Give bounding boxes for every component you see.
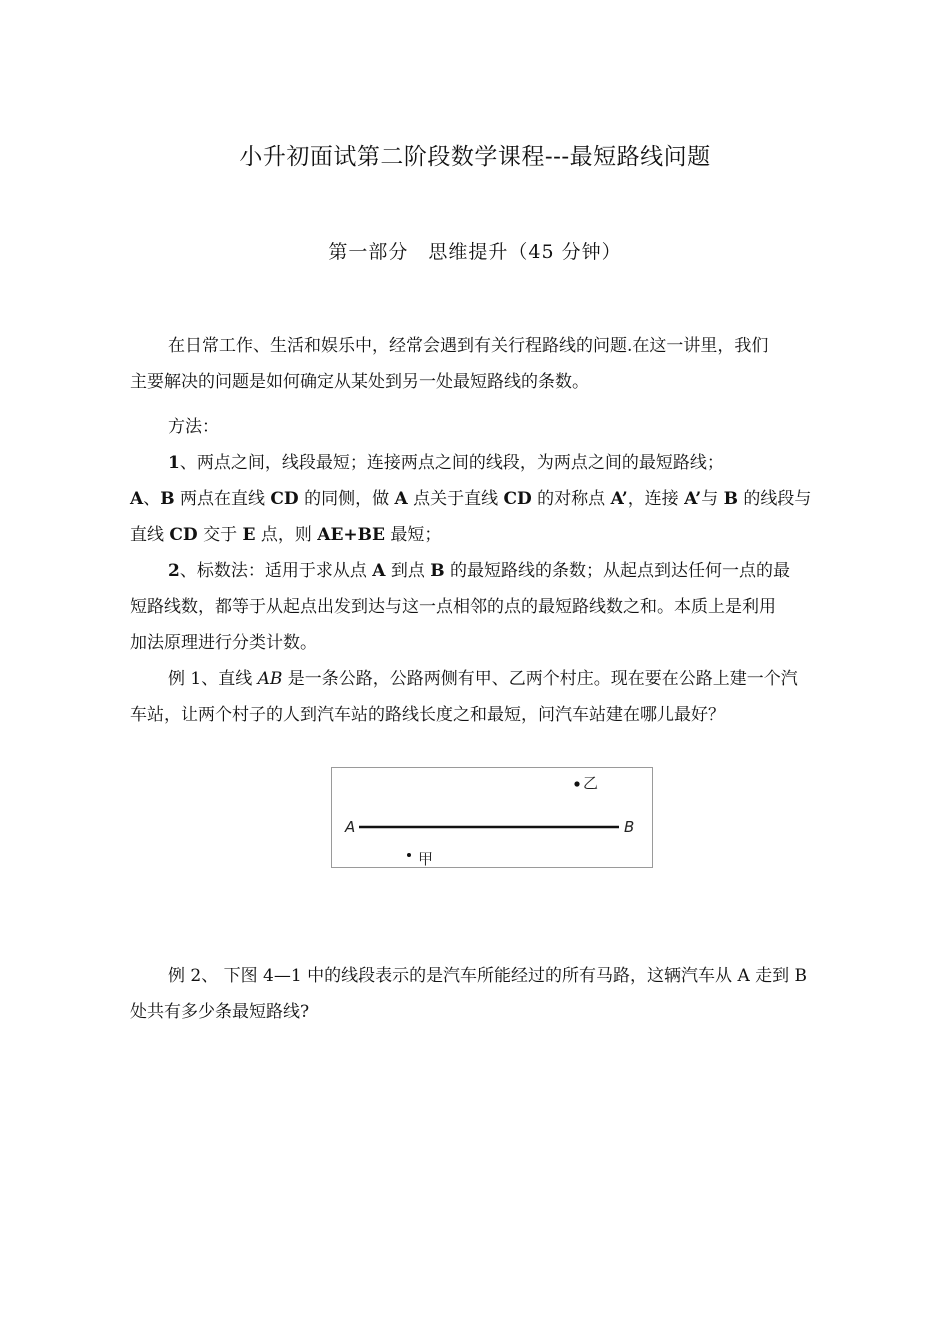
line-cd: CD — [270, 489, 299, 509]
text-fragment: ，连接 — [627, 489, 685, 509]
point-a: A — [394, 489, 408, 509]
text-fragment: 最短； — [385, 525, 442, 545]
text-fragment: 例 1、直线 — [168, 669, 258, 689]
point-a: A — [130, 489, 144, 509]
point-a-prime: A’ — [610, 489, 628, 509]
method-1-line-2 — [130, 481, 856, 517]
point-b: B — [723, 489, 738, 509]
label-b: B — [624, 818, 635, 836]
point-b: B — [430, 561, 445, 581]
sum-ae-be: AE+BE — [317, 525, 385, 545]
village-yi-dot — [574, 781, 579, 786]
point-a-prime: A’ — [684, 489, 702, 509]
method-1-text: 、两点之间，线段最短；连接两点之间的线段，为两点之间的最短路线； — [179, 453, 724, 473]
text-fragment: 直线 — [130, 525, 170, 545]
label-yi: 乙 — [583, 774, 599, 792]
method-1-line-3 — [130, 517, 856, 553]
method-1-number: 1 — [168, 453, 180, 473]
text-fragment: 点，则 — [255, 525, 318, 545]
text-fragment: 的对称点 — [531, 489, 611, 509]
label-jia: 甲 — [418, 850, 434, 868]
intro-paragraph — [130, 328, 856, 400]
line-cd: CD — [503, 489, 532, 509]
method-2-line-1 — [130, 553, 856, 589]
example-1-line-2: 车站，让两个村子的人到汽车站的路线长度之和最短，问汽车站建在哪儿最好？ — [130, 705, 725, 725]
intro-line-1: 在日常工作、生活和娱乐中，经常会遇到有关行程路线的问题.在这一讲里，我们 — [168, 336, 769, 356]
method-2-line-3: 加法原理进行分类计数。 — [130, 633, 317, 653]
text-fragment: 的最短路线的条数；从起点到达任何一点的最 — [444, 561, 791, 581]
text-fragment: 的线段与 — [737, 489, 812, 509]
methods-block — [130, 409, 856, 733]
text-fragment: 、 — [143, 489, 161, 509]
method-1-line-1 — [130, 445, 856, 481]
road-diagram — [332, 768, 654, 869]
page-title: 小升初面试第二阶段数学课程---最短路线问题 — [239, 144, 711, 170]
method-2-line-2: 短路线数，都等于从起点出发到达与这一点相邻的点的最短路线数之和。本质上是利用 — [130, 597, 776, 617]
point-a: A — [372, 561, 386, 581]
text-fragment: 的同侧，做 — [298, 489, 395, 509]
text-fragment: 交于 — [197, 525, 243, 545]
intro-line-2: 主要解决的问题是如何确定从某处到另一处最短路线的条数。 — [130, 372, 589, 392]
example-2-paragraph — [130, 958, 856, 1030]
method-label: 方法： — [168, 417, 219, 437]
example-2-line-1: 例 2、 下图 4—1 中的线段表示的是汽车所能经过的所有马路，这辆汽车从 A 走到 B — [168, 966, 808, 986]
text-fragment: 、标数法：适用于求从点 — [179, 561, 373, 581]
text-fragment: 与 — [701, 489, 724, 509]
text-fragment: 两点在直线 — [174, 489, 271, 509]
village-jia-dot — [407, 853, 411, 857]
point-b: B — [160, 489, 175, 509]
example-1-line-1 — [130, 661, 856, 697]
line-ab: AB — [257, 669, 283, 689]
text-fragment: 是一条公路，公路两侧有甲、乙两个村庄。现在要在公路上建一个汽 — [282, 669, 798, 689]
example-1-figure — [331, 767, 653, 868]
point-e: E — [242, 525, 256, 545]
section-heading: 第一部分 思维提升（45 分钟） — [328, 241, 622, 263]
method-2-number: 2 — [168, 561, 180, 581]
text-fragment: 到点 — [385, 561, 431, 581]
example-2-line-2: 处共有多少条最短路线? — [130, 1002, 310, 1022]
text-fragment: 点关于直线 — [407, 489, 504, 509]
label-a: A — [345, 818, 356, 836]
line-cd: CD — [169, 525, 198, 545]
